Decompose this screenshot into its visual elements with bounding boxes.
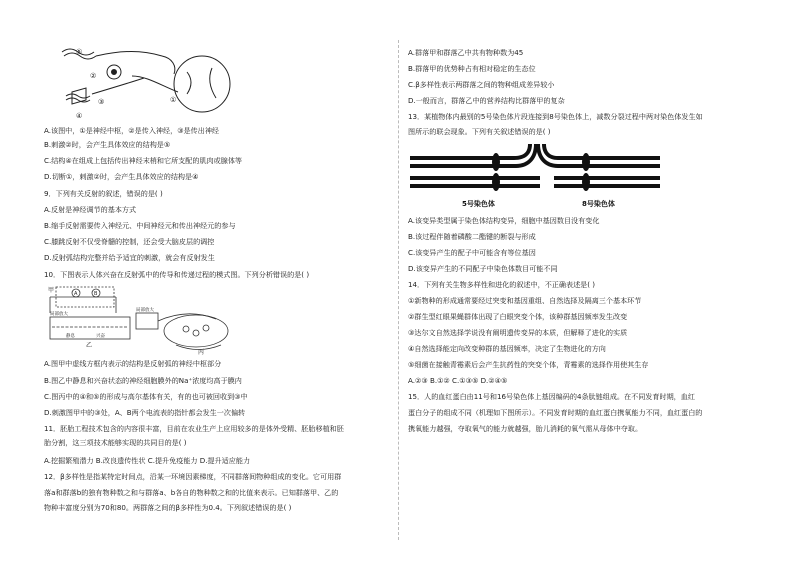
q9-stem: 9．下列有关反射的叙述，错误的是( ) [44, 189, 163, 198]
q13-option-c: C.该变异产生的配子中可能含有等位基因 [408, 248, 536, 257]
fig2-label-a: A [74, 291, 78, 297]
q13-option-d: D.该变异产生的不同配子中染色体数目可能不同 [408, 264, 558, 273]
q12-stem-line1: 12．β多样性是指某特定时间点，沿某一环境因素梯度，不同群落间物种组成的变化。它可用群 [44, 472, 342, 481]
fig1-label-4: ④ [76, 112, 83, 120]
chromosome-5-label: 5号染色体 [462, 200, 495, 208]
q12-stem-line2: 落a和群落b的独有物种数之和与群落a、b各自的物种数之和的比值来表示。已知群落甲、乙的 [44, 488, 339, 497]
q10-option-c: C.图丙中的④和⑤的形成与高尔基体有关，有的也可被回收到③中 [44, 392, 248, 401]
q10-option-a: A.图甲中虚线方框内表示的结构是反射弧的神经中枢部分 [44, 359, 222, 368]
fig1-label-1: ① [170, 96, 177, 104]
q9-option-c: C.膝跳反射不仅受脊髓的控制，还会受大脑皮层的调控 [44, 237, 215, 246]
q12-option-b: B.群落甲的优势种占有相对稳定的生态位 [408, 64, 536, 73]
q12-option-c: C.β多样性表示两群落之间的物种组成差异较小 [408, 80, 555, 89]
q14-item-5: ⑤细菌在接触青霉素后会产生抗药性的突变个体，青霉素的选择作用使其生存 [408, 360, 649, 369]
q11-stem-line1: 11．胚胎工程技术包含的内容很丰富，目前在农业生产上应用较多的是体外受精、胚胎移植和胚 [44, 424, 344, 433]
q10-stem: 10．下图表示人体兴奋在反射弧中的传导和传递过程的模式图。下列分析错误的是( ) [44, 270, 310, 279]
q15-stem-line2: 蛋白分子的组成不同（机理如下图所示）。不同发育时期的血红蛋白携氧能力不同，血红蛋白的 [408, 408, 703, 417]
q10-option-b: B.图乙中静息和兴奋状态的神经细胞膜外的Na⁺浓度均高于膜内 [44, 376, 242, 385]
q14-item-3: ③达尔文自然选择学说没有阐明遗传变异的本质，但解释了进化的实质 [408, 328, 628, 337]
q8-option-d: D.切断①，刺激②时，会产生具体效应的结构是④ [44, 172, 199, 181]
q12-option-a: A.群落甲和群落乙中共有物种数为45 [408, 48, 524, 57]
q15-stem-line1: 15．人的血红蛋白由11号和16号染色体上基因编码的4条肽链组成。在不同发育时期，血红 [408, 392, 695, 401]
fig1-label-2: ② [90, 72, 97, 80]
fig2-tip1: 局部放大 [50, 312, 68, 317]
q13-stem-line1: 13．某植物体内最别的5号染色体片段连接到8号染色体上，减数分裂过程中两对染色体发生如 [408, 112, 703, 121]
q15-stem-line3: 携氧能力越强，夺取氧气的能力就越强，胎儿消耗的氧气需从母体中夺取。 [408, 424, 643, 433]
chromosome-8-label: 8号染色体 [582, 200, 615, 208]
fig1-label-3: ③ [98, 98, 105, 106]
excitation-transmission-figure [46, 283, 246, 355]
fig2-label-bing: 丙 [198, 349, 205, 355]
fig2-label-jia: 甲 [48, 287, 55, 294]
q11-options: A.挖掘繁殖潜力 B.改良遗传性状 C.提升免疫能力 D.提升适应能力 [44, 456, 251, 465]
q10-option-d: D.刺激图甲中的③处，A、B两个电流表的指针都会发生一次偏转 [44, 408, 246, 417]
fig2-label-yi: 乙 [86, 342, 93, 349]
q8-option-a: A.该图中，①是神经中枢，②是传入神经，③是传出神经 [44, 126, 220, 135]
q9-option-d: D.反射弧结构完整并给予适宜的刺激，就会有反射发生 [44, 253, 215, 262]
fig2-xingfen: 兴奋 [96, 334, 105, 339]
q9-option-a: A.反射是神经调节的基本方式 [44, 205, 137, 214]
q14-stem: 14．下列有关生物多样性和进化的叙述中，不正确表述是( ) [408, 280, 596, 289]
q14-item-2: ②群生型红眼果蝇群体出现了白眼突变个体，该种群基因频率发生改变 [408, 312, 628, 321]
q13-option-b: B.该过程伴随着磷酸二酯键的断裂与形成 [408, 232, 536, 241]
q14-item-4: ④自然选择能定向改变种群的基因频率，决定了生物进化的方向 [408, 344, 606, 353]
q13-stem-line2: 图所示的联会现象。下列有关叙述错误的是( ) [408, 127, 551, 136]
fig1-label-5: ⑤ [76, 48, 83, 56]
q9-option-b: B.缩手反射需要传入神经元、中间神经元和传出神经元的参与 [44, 221, 236, 230]
fig2-tip2: 局部放大 [136, 308, 154, 313]
q14-item-1: ①新物种的形成通常要经过突变和基因重组、自然选择及隔离三个基本环节 [408, 296, 642, 305]
fig2-jingxi: 静息 [66, 334, 75, 339]
q13-option-a: A.该变异类型属于染色体结构变异，细胞中基因数目没有变化 [408, 216, 600, 225]
reflex-arc-figure [52, 42, 232, 122]
q12-option-d: D.一般而言，群落乙中的营养结构比群落甲的复杂 [408, 96, 565, 105]
chromosome-synapsis-figure [410, 142, 660, 210]
q11-stem-line2: 胎分割，这三项技术能够实现的共同目的是( ) [44, 438, 187, 447]
q8-option-c: C.结构④在组成上包括传出神经末梢和它所支配的肌肉或腺体等 [44, 156, 243, 165]
column-divider [398, 40, 399, 540]
q14-options: A.②③ B.①② C.①③⑤ D.②④⑤ [408, 376, 508, 385]
q8-option-b: B.刺激②时，会产生具体效应的结构是⑤ [44, 140, 171, 149]
q12-stem-line3: 物种丰富度分别为70和80。两群落之间的β多样性为0.4。下列叙述错误的是( ) [44, 503, 292, 512]
fig2-label-b: B [94, 291, 98, 297]
